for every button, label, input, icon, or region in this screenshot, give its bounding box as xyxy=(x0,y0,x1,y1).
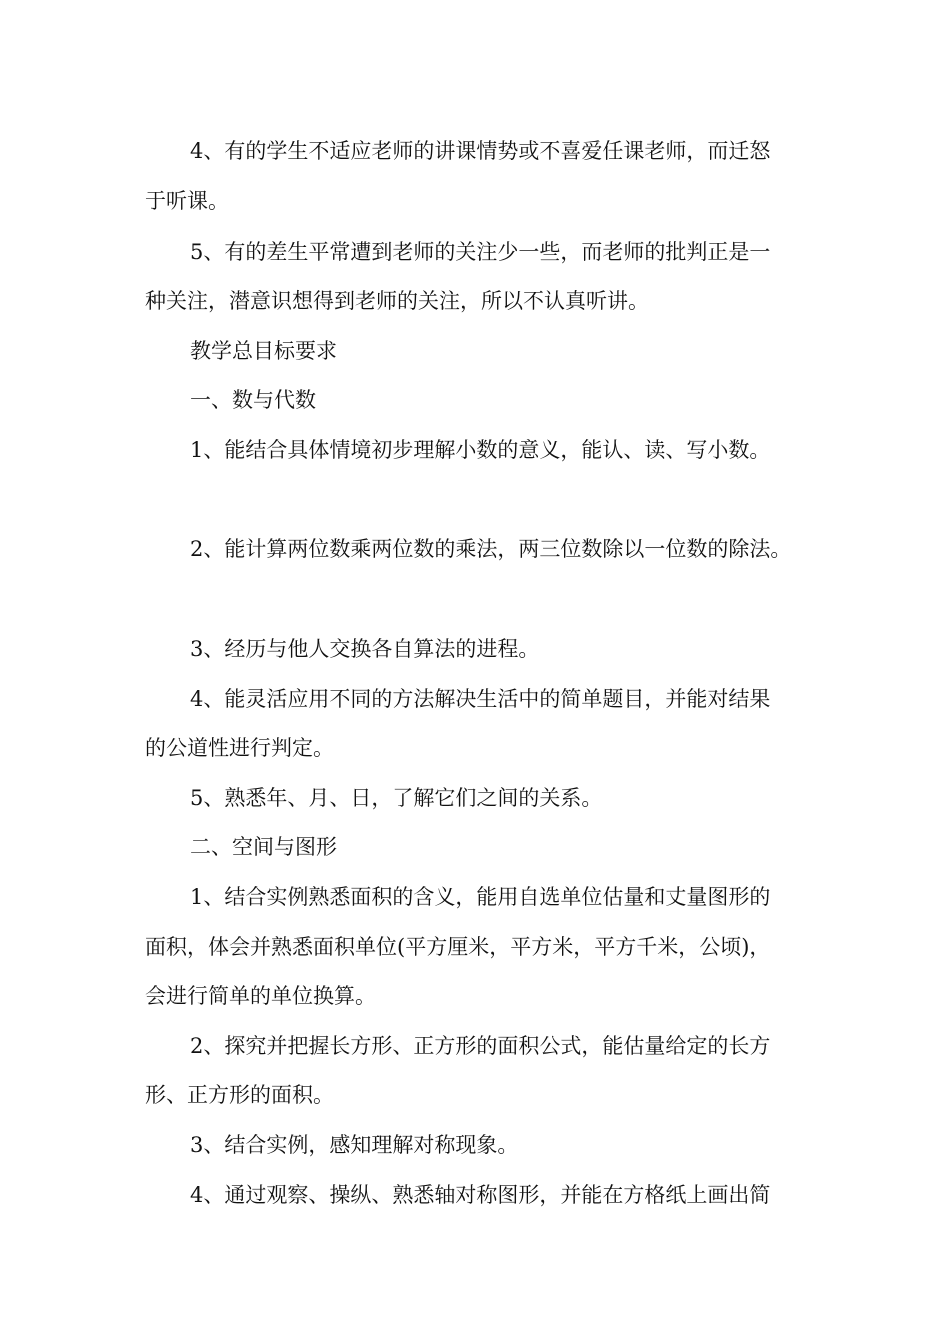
text-line: 2、能计算两位数乘两位数的乘法，两三位数除以一位数的除法。 xyxy=(190,537,792,561)
text-line: 4、能灵活应用不同的方法解决生活中的简单题目，并能对结果 xyxy=(190,687,771,711)
section-heading: 二、空间与图形 xyxy=(190,835,337,859)
text-line: 3、经历与他人交换各自算法的进程。 xyxy=(190,637,540,661)
text-line: 3、结合实例，感知理解对称现象。 xyxy=(190,1133,519,1157)
text-line: 4、通过观察、操纵、熟悉轴对称图形，并能在方格纸上画出简 xyxy=(190,1183,771,1207)
text-line: 2、探究并把握长方形、正方形的面积公式，能估量给定的长方 xyxy=(190,1034,771,1058)
text-line: 1、能结合具体情境初步理解小数的意义，能认、读、写小数。 xyxy=(190,438,771,462)
text-line: 1、结合实例熟悉面积的含义，能用自选单位估量和丈量图形的 xyxy=(190,885,771,909)
text-line: 种关注，潜意识想得到老师的关注，所以不认真听讲。 xyxy=(145,289,649,313)
text-line: 的公道性进行判定。 xyxy=(145,736,334,760)
section-heading: 教学总目标要求 xyxy=(190,339,337,363)
text-line: 于听课。 xyxy=(145,189,229,213)
text-line: 4、有的学生不适应老师的讲课情势或不喜爱任课老师，而迁怒 xyxy=(190,139,771,163)
text-line: 5、有的差生平常遭到老师的关注少一些，而老师的批判正是一 xyxy=(190,240,771,264)
section-heading: 一、数与代数 xyxy=(190,388,316,412)
text-line: 面积，体会并熟悉面积单位(平方厘米，平方米，平方千米，公顷)， xyxy=(145,935,771,959)
text-line: 5、熟悉年、月、日，了解它们之间的关系。 xyxy=(190,786,603,810)
text-line: 会进行简单的单位换算。 xyxy=(145,984,376,1008)
text-line: 形、正方形的面积。 xyxy=(145,1083,334,1107)
